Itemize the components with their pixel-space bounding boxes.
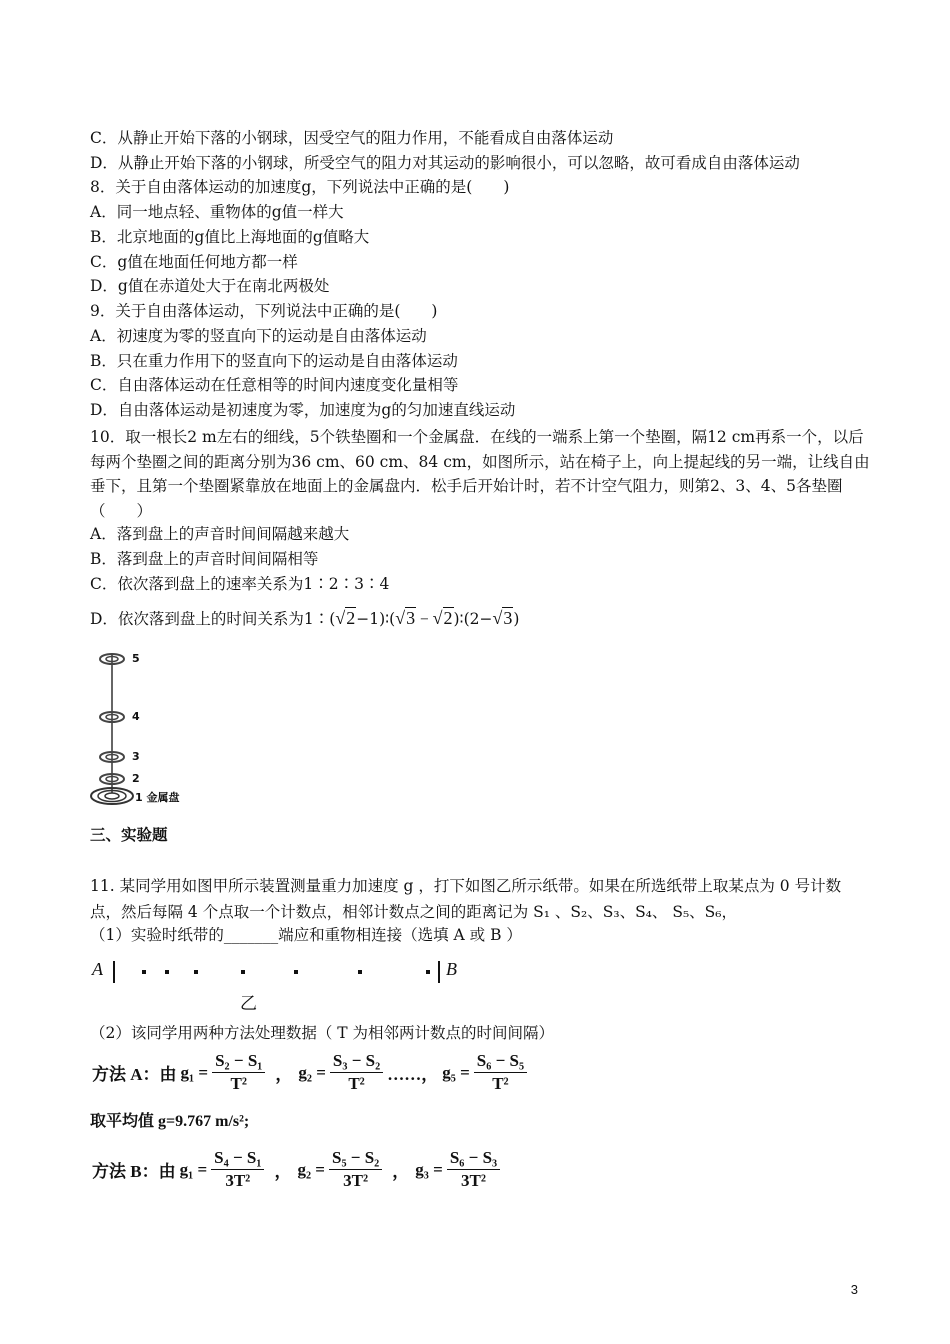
q10d-part3: ) — [513, 610, 520, 628]
ring-label-4: 4 — [132, 710, 140, 723]
tape-label-b: B — [446, 959, 457, 979]
q8-stem: 8．关于自由落体运动的加速度g，下列说法中正确的是( ) — [90, 178, 510, 196]
q10-stem: 10．取一根长2 m左右的细线，5个铁垫圈和一个金属盘．在线的一端系上第一个垫圈，隔12 cm再系一个，以后每两个垫圈之间的距离分别为36 cm、60 cm、84 cm，如图所示，站在椅子上，向上提起线的另一端，让线自由垂下，且第一个垫圈紧靠放在地面上的金属盘内．松手后开始计时，若不计空气阻力，则第2、3、4、5各垫圈（ ） — [90, 428, 870, 521]
page-number: 3 — [850, 1282, 858, 1297]
method-a-g5-num: S₆ − S₅ — [474, 1050, 527, 1073]
tape-dot — [194, 970, 198, 974]
metal-plate — [91, 788, 133, 804]
method-a-g1-den: T² — [230, 1074, 247, 1093]
q9-stem: 9．关于自由落体运动，下列说法中正确的是( ) — [90, 302, 438, 320]
q10-option-a: A．落到盘上的声音时间间隔越来越大 — [90, 525, 350, 543]
tape-dot — [426, 970, 430, 974]
section-title-experiment: 三、实验题 — [90, 827, 168, 844]
q11-sub1: （1）实验时纸带的_______端应和重物相连接（选填 A 或 B ） — [90, 926, 522, 944]
method-a-g1-frac — [212, 1050, 265, 1095]
rings-figure — [90, 645, 200, 810]
paper-tape-figure — [90, 955, 470, 1015]
q8-option-c: C．g值在地面任何地方都一样 — [90, 253, 298, 271]
method-b-g1-num: S₄ − S₁ — [211, 1147, 264, 1170]
q8-option-d: D．g值在赤道处大于在南北两极处 — [90, 277, 330, 295]
method-b-g1-lhs: g₁ = — [179, 1159, 208, 1179]
q11-stem: 11. 某同学用如图甲所示装置测量重力加速度 g ，打下如图乙所示纸带。如果在所选纸带上取某点为 0 号计数点，然后每隔 4 个点取一个计数点，相邻计数点之间的距离记为 S₁ 、S₂、S₃、S₄、 S₅、S₆， — [90, 877, 842, 921]
method-a-g1-num: S₂ − S₁ — [212, 1050, 265, 1073]
q8-option-a: A．同一地点轻、重物体的g值一样大 — [90, 203, 344, 221]
method-b-g2-den: 3T² — [343, 1171, 369, 1190]
tape-dot — [294, 970, 298, 974]
q9-option-b: B．只在重力作用下的竖直向下的运动是自由落体运动 — [90, 352, 458, 370]
method-a-formula: 方法 A：由 g₁ = $\frac{\text{S₂ − S₁}}{\text{T²}}$ ， g₂ = $\frac{\text{S₃ − S₂}}{\text{T²}}$ ……， g₅ = $\frac{\text{S₆ − S₅}}{\text{T²}}$ — [92, 1050, 531, 1095]
sqrt2-a: 2 — [346, 608, 356, 628]
method-a-label: 方法 A：由 — [92, 1065, 177, 1084]
ring-label-5: 5 — [132, 652, 140, 665]
q10d-part2: )∶(2− — [453, 610, 493, 628]
method-b-g2-frac — [329, 1147, 382, 1192]
q9-option-d: D．自由落体运动是初速度为零，加速度为g的匀加速直线运动 — [90, 401, 516, 419]
q7-option-c: C．从静止开始下落的小钢球，因受空气的阻力作用，不能看成自由落体运动 — [90, 129, 614, 147]
q10d-part1: −1)∶( — [356, 610, 396, 628]
method-b-g2-lhs: g₂ = — [297, 1159, 325, 1179]
ring-label-2: 2 — [132, 772, 140, 785]
method-a-g2-den: T² — [348, 1074, 365, 1093]
q10-option-c: C．依次落到盘上的速率关系为1∶2∶3∶4 — [90, 575, 390, 593]
method-a-g2-lhs: g₂ = — [298, 1062, 326, 1082]
method-b-label: 方法 B：由 — [92, 1162, 176, 1181]
q10d-prefix: D．依次落到盘上的时间关系为1∶( — [90, 610, 336, 628]
method-a-g5-den: T² — [492, 1074, 509, 1093]
method-a-g5-lhs: g₅ = — [442, 1062, 470, 1082]
tape-dot — [165, 970, 169, 974]
method-b-g3-frac — [447, 1147, 500, 1192]
method-a-ellipsis: ……， — [387, 1065, 439, 1084]
q10-option-d: D．依次落到盘上的时间关系为1∶(√2−1)∶(√3 − √2)∶(2−√3) — [90, 608, 520, 628]
method-b-g2-num: S₅ − S₂ — [329, 1147, 382, 1170]
q11-sub2: （2）该同学用两种方法处理数据（ T 为相邻两计数点的时间间隔） — [90, 1024, 555, 1042]
method-b-g1-frac — [211, 1147, 264, 1192]
method-b-g3-den: 3T² — [461, 1171, 486, 1190]
tape-svg — [90, 955, 470, 989]
method-a-g2-frac — [330, 1050, 383, 1095]
tape-dot — [142, 970, 146, 974]
q9-option-a: A．初速度为零的竖直向下的运动是自由落体运动 — [90, 327, 427, 345]
q10-option-b: B．落到盘上的声音时间间隔相等 — [90, 550, 319, 568]
ring-label-1: 1 金属盘 — [135, 791, 180, 804]
method-a-g2-num: S₃ − S₂ — [330, 1050, 383, 1073]
method-b-g3-num: S₆ − S₃ — [447, 1147, 500, 1170]
sqrt2-b: 2 — [443, 608, 453, 628]
method-a-g1-lhs: g₁ = — [180, 1062, 209, 1082]
ring-label-3: 3 — [132, 750, 140, 763]
q8-option-b: B．北京地面的g值比上海地面的g值略大 — [90, 228, 370, 246]
tape-label-a: A — [92, 959, 103, 979]
tape-caption: 乙 — [240, 994, 257, 1014]
sqrt3-b: 3 — [503, 608, 513, 628]
method-b-g3-lhs: g₃ = — [415, 1159, 443, 1179]
q7-option-d: D．从静止开始下落的小钢球，所受空气的阻力对其运动的影响很小，可以忽略，故可看成自由落体运动 — [90, 154, 800, 172]
average-value: 取平均值 g=9.767 m/s²; — [90, 1113, 250, 1130]
method-b-formula: 方法 B：由 g₁ = $\frac{\text{S₄ − S₁}}{\text{3T²}}$ ， g₂ = $\frac{\text{S₅ − S₂}}{\text{3T²}}$ ， g₃ = $\frac{\text{S₆ − S₃}}{\text{3T²}}$ — [92, 1147, 504, 1192]
rings-figure-svg — [90, 645, 200, 810]
tape-dot — [241, 970, 245, 974]
method-b-g1-den: 3T² — [225, 1171, 251, 1190]
tape-dot — [358, 970, 362, 974]
sqrt3-a: 3 — [406, 608, 416, 628]
method-a-g5-frac — [474, 1050, 527, 1095]
q9-option-c: C．自由落体运动在任意相等的时间内速度变化量相等 — [90, 376, 459, 394]
